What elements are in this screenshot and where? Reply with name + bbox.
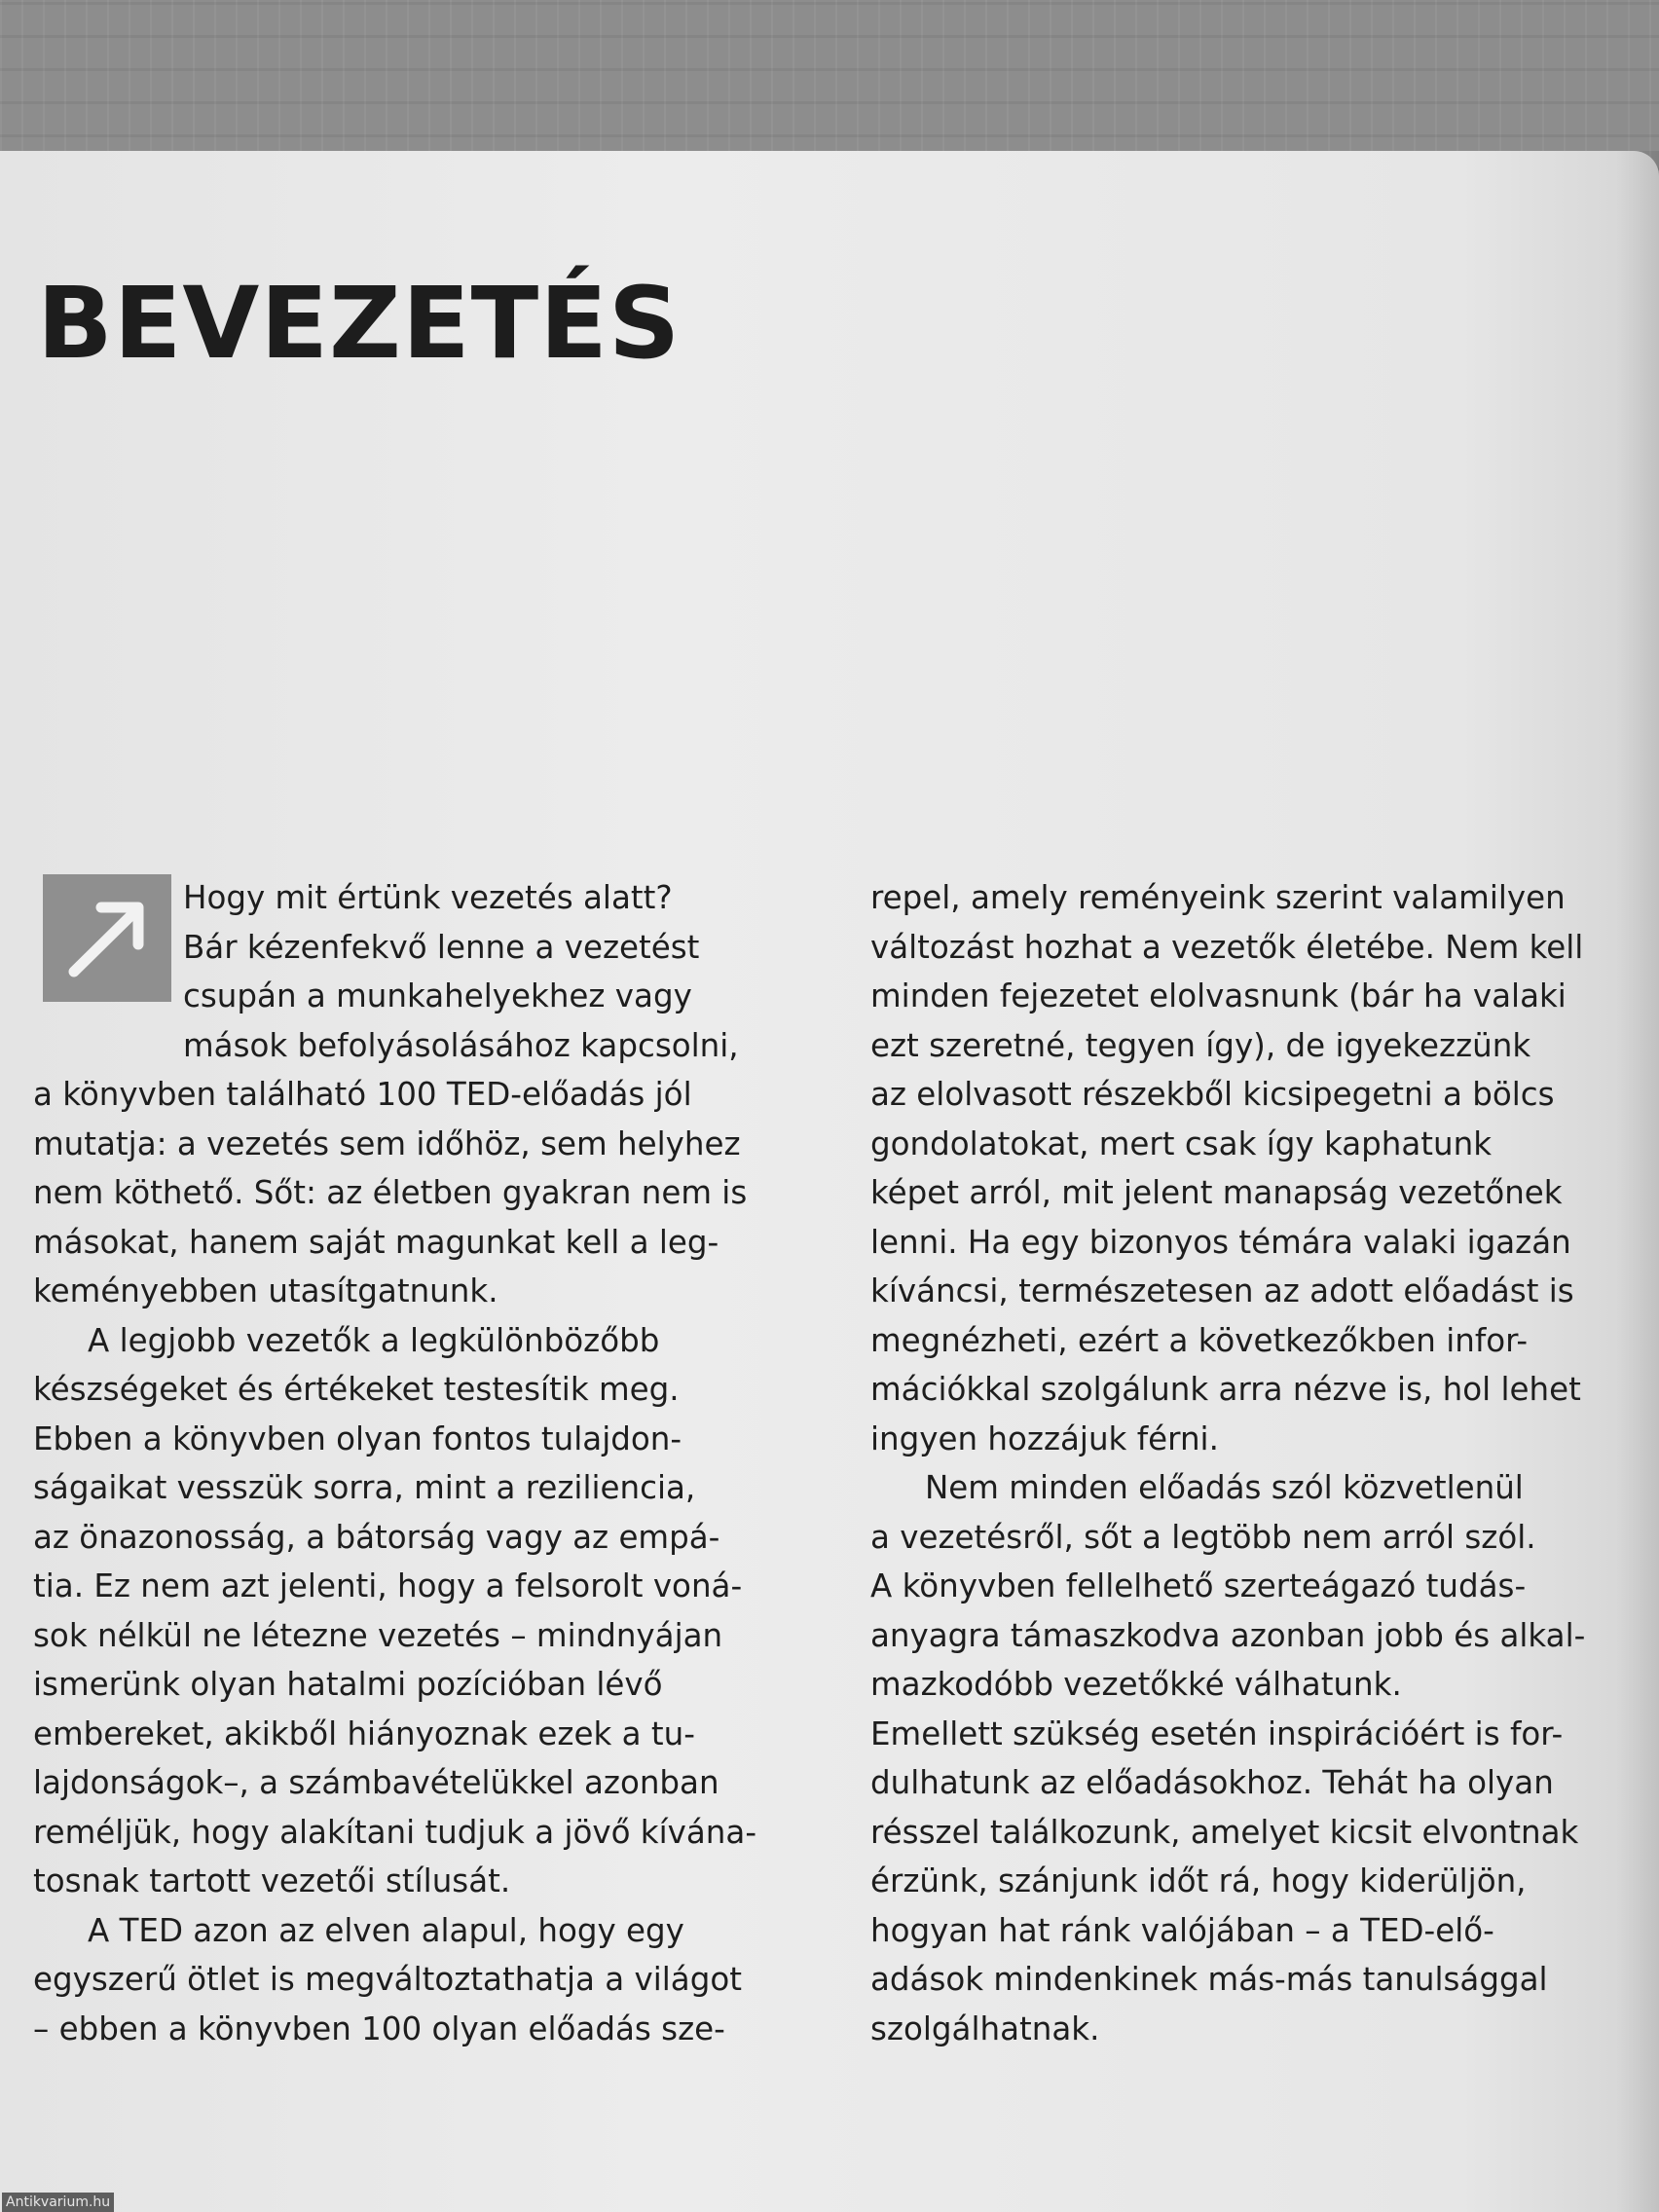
text-line: Nem minden előadás szól közvetlenül bbox=[925, 1469, 1524, 1506]
text-line: mutatja: a vezetés sem időhöz, sem helyhez bbox=[33, 1124, 741, 1162]
text-line: változást hozhat a vezetők életébe. Nem kell bbox=[870, 928, 1584, 966]
text-line: A TED azon az elven alapul, hogy egy bbox=[88, 1911, 684, 1949]
text-line: másokat, hanem saját magunkat kell a leg- bbox=[33, 1223, 719, 1261]
text-line: dulhatunk az előadásokhoz. Tehát ha olyan bbox=[870, 1764, 1554, 1801]
text-line: tosnak tartott vezetői stílusát. bbox=[33, 1862, 511, 1899]
text-line: Emellett szükség esetén inspirációért is for- bbox=[870, 1714, 1564, 1752]
text-line: A könyvben fellelhető szerteágazó tudás- bbox=[870, 1567, 1527, 1604]
text-line: ságaikat vesszük sorra, mint a reziliencia, bbox=[33, 1469, 696, 1506]
text-line: mazkodóbb vezetőkké válhatunk. bbox=[870, 1666, 1402, 1703]
text-line: szolgálhatnak. bbox=[870, 2009, 1100, 2047]
text-line: minden fejezetet elolvasnunk (bár ha valaki bbox=[870, 977, 1567, 1014]
background-surface bbox=[0, 0, 1659, 170]
text-line: készségeket és értékeket testesítik meg. bbox=[33, 1371, 680, 1408]
text-line: sok nélkül ne létezne vezetés – mindnyájan bbox=[33, 1616, 723, 1654]
text-line: az elolvasott részekből kicsipegetni a bölcs bbox=[870, 1076, 1555, 1113]
text-line: lajdonságok–, a számbavételükkel azonban bbox=[33, 1764, 719, 1801]
page-title: BEVEZETÉS bbox=[37, 266, 682, 382]
text-line: hogyan hat ránk valójában – a TED-elő- bbox=[870, 1911, 1494, 1949]
text-line: csupán a munkahelyekhez vagy bbox=[183, 977, 692, 1014]
text-line: érzünk, szánjunk időt rá, hogy kiderüljön, bbox=[870, 1862, 1527, 1899]
text-line: nem köthető. Sőt: az életben gyakran nem is bbox=[33, 1174, 748, 1211]
text-line: tia. Ez nem azt jelenti, hogy a felsorolt voná- bbox=[33, 1567, 743, 1604]
text-line: egyszerű ötlet is megváltoztathatja a világot bbox=[33, 1961, 742, 1998]
text-line: embereket, akikből hiányoznak ezek a tu- bbox=[33, 1714, 695, 1752]
text-line: képet arról, mit jelent manapság vezetőnek bbox=[870, 1174, 1563, 1211]
text-line: – ebben a könyvben 100 olyan előadás sze- bbox=[33, 2009, 725, 2047]
text-line: adások mindenkinek más-más tanulsággal bbox=[870, 1961, 1548, 1998]
text-line: az önazonosság, a bátorság vagy az empá- bbox=[33, 1518, 720, 1556]
text-line: megnézheti, ezért a következőkben infor- bbox=[870, 1321, 1529, 1359]
text-line: keményebben utasítgatnunk. bbox=[33, 1272, 498, 1309]
text-line: Hogy mit értünk vezetés alatt? bbox=[183, 879, 673, 916]
text-line: Bár kézenfekvő lenne a vezetést bbox=[183, 928, 700, 966]
text-line: A legjobb vezetők a legkülönbözőbb bbox=[88, 1321, 660, 1359]
text-line: Ebben a könyvben olyan fontos tulajdon- bbox=[33, 1419, 682, 1457]
watermark: Antikvarium.hu bbox=[2, 2193, 114, 2212]
text-line: mációkkal szolgálunk arra nézve is, hol lehet bbox=[870, 1371, 1581, 1408]
text-column-right bbox=[870, 873, 1585, 2053]
text-line: ezt szeretné, tegyen így), de igyekezzünk bbox=[870, 1026, 1531, 1064]
text-line: résszel találkozunk, amelyet kicsit elvontnak bbox=[870, 1813, 1579, 1851]
text-line: a vezetésről, sőt a legtöbb nem arról szól. bbox=[870, 1518, 1536, 1556]
text-line: gondolatokat, mert csak így kaphatunk bbox=[870, 1124, 1493, 1162]
text-line: kíváncsi, természetesen az adott előadást is bbox=[870, 1272, 1574, 1309]
text-line: lenni. Ha egy bizonyos témára valaki igazán bbox=[870, 1223, 1571, 1261]
text-column-left bbox=[33, 873, 756, 2053]
text-line: anyagra támaszkodva azonban jobb és alkal- bbox=[870, 1616, 1586, 1654]
text-line: ingyen hozzájuk férni. bbox=[870, 1419, 1219, 1457]
text-line: a könyvben található 100 TED-előadás jól bbox=[33, 1076, 692, 1113]
text-line: mások befolyásolásához kapcsolni, bbox=[183, 1026, 739, 1064]
text-line: reméljük, hogy alakítani tudjuk a jövő kívána- bbox=[33, 1813, 757, 1851]
text-line: ismerünk olyan hatalmi pozícióban lévő bbox=[33, 1666, 663, 1703]
page-curl-shadow bbox=[1616, 151, 1659, 2212]
text-line: repel, amely reményeink szerint valamilyen bbox=[870, 879, 1566, 916]
